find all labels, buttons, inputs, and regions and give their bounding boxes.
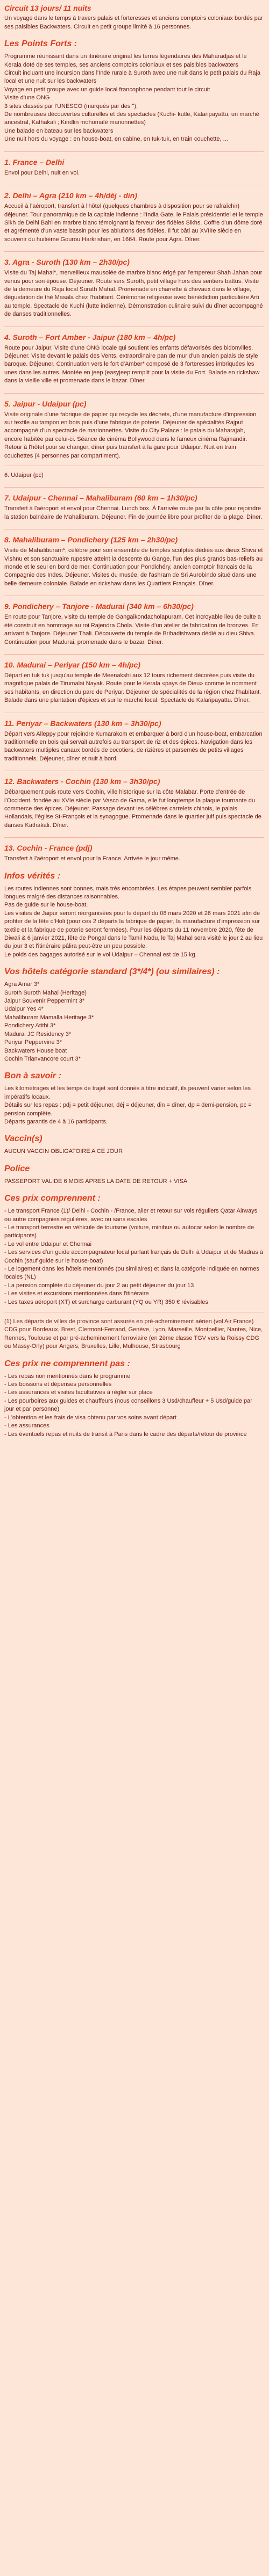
day-10 [4, 654, 264, 705]
hotel-item: Backwaters House boat [4, 1047, 67, 1054]
infos-list [4, 885, 264, 960]
day-text: 6. Udaipur (pc) [4, 472, 44, 479]
prix-exclus-item: - Les pourboires aux guides et chauffeurs (nous conseillons 3 Usd/chauffeur + 5 Usd/guide par jour et par personne) [4, 1397, 252, 1413]
hotel-item: Udaipur Yes 4* [4, 1006, 44, 1013]
day-text: Visite originale d'une fabrique de papier qui recycle les déchets, d'une manufacture d'impression sur textile au tampon en bois puis d'une fabrique de poterie. Déjeuner de spécialités Rajput accompagné d'un spectacle de marionnettes. Visite du City Palace : le palais du Maharajah, encore habitée par celui-ci. Séance de cinéma Bollywood dans le fameux cinéma Rajmandir. Retour à l'hôtel pour se changer, dîner puis transfert à la gare pour Udaipur. Nuit en train couchettes (4 personnes par compartiment). [4, 411, 257, 459]
prix-exclus-item: - L'obtention et les frais de visa obtenu par vos soins avant départ [4, 1414, 177, 1421]
highlight-item: De nombreuses découvertes culturelles et des spectacles (Kuchi- kutle, Kalaripayattu, un marché ancestral, Kathakali ; Kindlin mohomalé marionnettes) [4, 111, 259, 126]
hotel-item: Suroth Suroth Mahal (Heritage) [4, 989, 87, 996]
day-8 [4, 529, 264, 588]
day-text: Débarquement puis route vers Cochin, ville historique sur la côte Malabar. Porte d'entrée de l'Occident, fondée au XVIe siècle par Vasco de Gama, elle fut longtemps la plaque tournante du commerce des épices. Déjeuner. Passage devant les célèbres carrelets chinois, le palais Hollandais, l'église St-François et la synagogue. Promenade dans le quartier juif puis spectacle de danses Kathakali. Dîner. [4, 789, 261, 829]
day-text: Envol pour Delhi, nuit en vol. [4, 169, 80, 176]
highlights-title: Les Points Forts : [4, 39, 77, 49]
savoir-list [4, 1085, 264, 1126]
prix-exclus-item: - Les assurances [4, 1423, 49, 1430]
day-3 [4, 251, 264, 318]
police-text: PASSEPORT VALIDE 6 MOIS APRES LA DATE DE RETOUR + VISA [4, 1178, 188, 1185]
prix-item: - Les services d'un guide accompagnateur local parlant français de Delhi à Udaipur et de Madras à Cochin (sauf guide sur le house-boat) [4, 1249, 263, 1264]
day-text: Visite du Taj Mahal*, merveilleux mausolée de marbre blanc érigé par l'empereur Shah Jahan pour venus pour son épouse. Déjeuner. Route vers Suroth, petit village hors des sentiers battus. Visite de la demeure du Raja local Surath Mahal. Promenade en charrette à chevaux dans le village, dégustation de thé Masala chez l'habitant. Cérémonie religieuse avec bénédiction particulière Arti au temple. Spectacle de Kuchi (lutte indienne). Démonstration culinaire suivi du dîner accompagné de danses traditionnelles. [4, 270, 263, 318]
hotel-item: Cochin Trianvancore court 3* [4, 1055, 81, 1062]
prix-item: - Le logement dans les hôtels mentionnés (ou similaires) et dans la catégorie indiquée en normes locales (NL) [4, 1266, 259, 1281]
highlight-item: Une nuit hors du voyage : en house-boat, en cabine, en tuk-tuk, en train couchette, ... [4, 136, 228, 143]
vaccin-title: Vaccin(s) [4, 1134, 43, 1144]
day-text: Visite de Mahaliburam*, célèbre pour son ensemble de temples sculptés dédiés aux dieux Shiva et Vishnu et son sanctuaire rupestre atteint la descente du Gange, l'un des plus grands bas-reliefs au monde et le seul en bord de mer. Continuation pour Pondichéry, ancien comptoir français de la Compagnie des Indes. Déjeuner. Visites du musée, de l'ashram de Sri Aurobindo situé dans une belle demeure coloniale. Balade en rickshaw dans les Quartiers Français. Dîner. [4, 547, 263, 587]
prix-exclus-list [4, 1373, 264, 1439]
hotels-list [4, 981, 264, 1063]
day-13 [4, 837, 264, 863]
day-text: Accueil à l'aéroport, transfert à l'hôtel (quelques chambres à disposition pour se rafraîchir) déjeuner. Tour panoramique de la capitale indienne : l'India Gate, le Palais présidentiel et le temple Sikh de Delhi Bahi en marbre blanc témoignant la ferveur des fidèles Sikhs. Coffre d'un dôme doré et agrémenté d'un vaste bassin pour les ablutions des fidèles. Il fut bâti au XVIIIe siècle en souvenir du huitième Gourou Harkrishan, en 1664. Route pour Agra. Dîner. [4, 203, 263, 243]
day-text: Départ en tuk tuk jusqu'au temple de Meenakshi aux 12 tours richement décorées puis visite du magnifique palais de Tirumalai Nayak. Route pour le Kerala «pays de Dieu» comme le nomment ses habitants, en direction du parc de Periyar. Déjeuner de spécialités de la région chez l'habitant. Balade dans une plantation d'épices et sur le marché local. Spectacle de Kalaripayattu. Dîner. [4, 672, 261, 704]
highlight-item: Voyage en petit groupe avec un guide local francophone pendant tout le circuit [4, 86, 210, 93]
day-title: 7. Udaipur - Chennai – Mahaliburam (60 km – 1h30/pc) [4, 487, 264, 503]
hotel-item: Madurai JC Residency 3* [4, 1031, 72, 1037]
day-title: 13. Cochin - France (pdj) [4, 837, 264, 853]
info-item: Les visites de Jaipur seront réorganisées pour le départ du 08 mars 2020 et 26 mars 2021 afin de profiter de la fête d'Holi (pour ces 2 départs la fabrique de papier, la manufacture d'impression sur textile et la fabrique de poterie seront fermées). Pour les départs du 11 novembre 2020, fête de Diwali & 6 janvier 2021, fête de Pongal dans le Tamil Nadu, le Taj Mahal sera visité le jour 2 au lieu du jour 3 et l'itinéraire pâlira peut-être un peu possible. [4, 910, 263, 950]
prix-item: - La pension complète du déjeuner du jour 2 au petit déjeuner du jour 13 [4, 1282, 194, 1289]
info-item: Pas de guide sur le house-boat. [4, 902, 88, 909]
day-text: Transfert à l'aéroport et envol pour Chennai. Lunch box. À l'arrivée route par la côte pour rejoindre la station balnéaire de Mahaliburam. Déjeuner. Fin de journée libre pour profiter de la plage. Dîner. [4, 505, 263, 520]
day-7 [4, 487, 264, 521]
day-6 [4, 466, 264, 480]
day-title: 9. Pondichery – Tanjore - Madurai (340 km – 6h30/pc) [4, 596, 264, 611]
circuit-title: Circuit 13 jours/ 11 nuits [4, 4, 91, 12]
day-title: 11. Periyar – Backwaters (130 km – 3h30/pc) [4, 713, 264, 728]
footnote: (1) Les départs de villes de province sont assurés en pré-acheminement aérien (vol Air France) CDG pour Bordeaux, Brest, Clermont-Ferrand, Genève, Lyon, Marseille, Montpellier, Nantes, Nice, Rennes, Toulouse et par pré-acheminement ferroviaire (en 2ème classe TGV vers la Roissy CDG ou Massy-Orly) pour Angers, Bruxelles, Lille, Mulhouse, Strasbourg [4, 1318, 263, 1350]
highlight-item: Programme réunissant dans un itinéraire original les terres légendaires des Maharadjas et le Kerala doté de ses temples, ses anciens comptoirs coloniaux et ses paisibles backwaters [4, 53, 247, 68]
day-title: 10. Madurai – Periyar (150 km – 4h/pc) [4, 654, 264, 670]
prix-comprend-title: Ces prix comprennent : [4, 1194, 101, 1203]
prix-comprend-list [4, 1207, 264, 1307]
day-title: 3. Agra - Suroth (130 km – 2h30/pc) [4, 251, 264, 267]
day-title: 2. Delhi – Agra (210 km – 4h/déj - din) [4, 185, 264, 200]
vaccin-text: AUCUN VACCIN OBLIGATOIRE A CE JOUR [4, 1148, 123, 1155]
infos-title: Infos vérités : [4, 871, 61, 881]
highlight-item: Visite d'une ONG [4, 95, 50, 101]
savoir-title: Bon à savoir : [4, 1071, 61, 1081]
highlight-item: 3 sites classés par l'UNESCO (marqués par des "): [4, 103, 138, 110]
day-title: 12. Backwaters - Cochin (130 km – 3h30/pc) [4, 771, 264, 786]
day-text: Départ vers Alleppy pour rejoindre Kumarakom et embarquer à bord d'un house-boat, embarcation traditionnelle en bois qui servait autrefois au transport de riz et des épices. Navigation dans les backwaters multiples canaux bordés de cocotiers, de rizières et parsemés de petits villages traditionnels. Déjeuner, dîner et nuit à bord. [4, 730, 263, 762]
savoir-item: Les kilométrages et les temps de trajet sont donnés à titre indicatif, ils peuvent varier selon les impératifs locaux. [4, 1085, 251, 1100]
prix-exclus-item: - Les repas non mentionnés dans le programme [4, 1373, 131, 1380]
hotel-item: Jaipur Souvenir Peppermint 3* [4, 998, 85, 1005]
day-5 [4, 393, 264, 460]
highlights-list [4, 53, 264, 143]
hotel-item: Agra Amar 3* [4, 981, 40, 988]
day-title: 8. Mahaliburam – Pondichery (125 km – 2h30/pc) [4, 529, 264, 545]
day-11 [4, 713, 264, 764]
day-title: 5. Jaipur - Udaipur (pc) [4, 393, 264, 409]
prix-item: - Le vol entre Udaipur et Chennai [4, 1240, 92, 1247]
savoir-item: Départs garantis de 4 à 16 participants. [4, 1118, 108, 1125]
day-title: 4. Suroth – Fort Amber - Jaipur (180 km – 4h/pc) [4, 326, 264, 342]
hotels-title: Vos hôtels catégorie standard (3*/4*) (ou similaires) : [4, 967, 220, 977]
hotel-item: Pondichery Atithi 3* [4, 1022, 56, 1029]
info-item: Les routes indiennes sont bonnes, mais très encombrées. Les étapes peuvent sembler parfois longues malgré des distances raisonnables. [4, 885, 252, 900]
hotel-item: Mahaliburam Mamalla Heritage 3* [4, 1014, 94, 1021]
prix-exclus-item: - Les boissons et dépenses personnelles [4, 1381, 112, 1388]
prix-item: - Les taxes aéroport (XT) et surcharge carburant (YQ ou YR) 350 € révisables [4, 1298, 208, 1305]
intro-text: Un voyage dans le temps à travers palais et forteresses et anciens comptoirs coloniaux bordés par ses paisibles Backwaters. Circuit en petit groupe limité à 16 personnes. [4, 15, 263, 30]
day-4 [4, 326, 264, 386]
day-text: En route pour Tanjore, visite du temple de Gangaikondacholapuram. Cet incroyable lieu de culte a été construit en hommage au roi Rajendra Chola. Visite d'un atelier de fabrication de bronzes. En arrivant à Tanjore. Déjeuner Thali. Découverte du temple de Brihadishwara dédié au dieu Shiva. Continuation pour Madurai, promenade dans le bazar. Dîner. [4, 614, 261, 645]
prix-exclus-item: - Les éventuels repas et nuits de transit à Paris dans le cadre des départs/retour de province [4, 1431, 247, 1438]
police-title: Police [4, 1164, 30, 1173]
day-text: Transfert à l'aéroport et envol pour la France. Arrivée le jour même. [4, 855, 180, 862]
day-12 [4, 771, 264, 830]
highlight-item: Circuit incluant une incursion dans l'Inde rurale à Suroth avec une nuit dans le petit palais du Raja local et une nuit sur les backwaters [4, 70, 260, 85]
day-1 [4, 151, 264, 177]
prix-item: - Le transport France (1)/ Delhi - Cochin - /France, aller et retour sur vols réguliers Qatar Airways ou autre compagnies régulières, avec ou sans escales [4, 1208, 258, 1223]
info-item: Le poids des bagages autorisé sur le vol Udaipur – Chennai est de 15 kg. [4, 951, 197, 958]
prix-exclus-title: Ces prix ne comprennent pas : [4, 1359, 130, 1368]
hotel-item: Periyar Peppervine 3* [4, 1039, 62, 1046]
prix-item: - Le transport terrestre en véhicule de tourisme (voiture, minibus ou autocar selon le nombre de participants) [4, 1224, 254, 1239]
day-title: 1. France – Delhi [4, 151, 264, 167]
day-2 [4, 185, 264, 244]
prix-exclus-item: - Les assurances et visites facultatives à régler sur place [4, 1389, 153, 1396]
day-9 [4, 596, 264, 647]
prix-item: - Les visites et excursions mentionnées dans l'itinéraire [4, 1290, 149, 1297]
day-text: Route pour Jaipur. Visite d'une ONG locale qui soutient les enfants défavorisés des bidonvilles. Déjeuner. Visite devant le palais des Vents, extraordinaire pan de mur d'un ancien palais de style baroque. Déjeuner. Continuation vers le fort d'Amber* composé de 3 forteresses imbriquées les unes dans les autres. Montée en jeep (easyjeep remplit pour la visite du Fort. Balade en rickshaw dans la vieille ville et promenade dans le bazar. Dîner. [4, 344, 260, 384]
savoir-item: Détails sur les repas : pdj = petit déjeuner, déj = déjeuner, din = dîner, dp = demi-pension, pc = pension complète. [4, 1102, 252, 1117]
highlight-item: Une balade en bateau sur les backwaters [4, 127, 114, 134]
